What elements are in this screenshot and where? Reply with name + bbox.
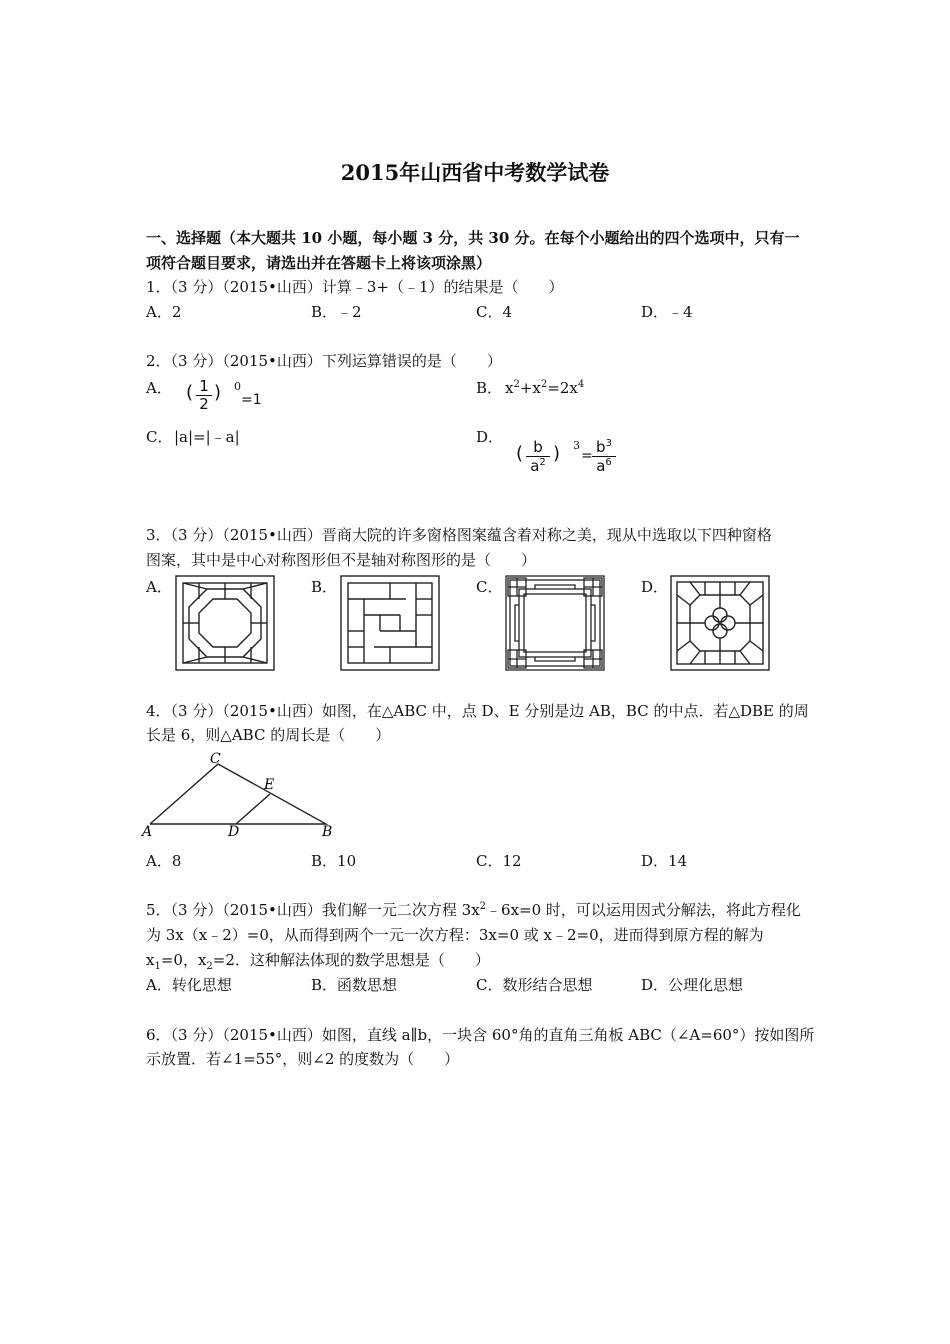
- window-pattern-a[interactable]: [175, 575, 275, 671]
- q5-option-a[interactable]: A．转化思想: [146, 976, 232, 994]
- term: a: [530, 457, 540, 475]
- term: a: [596, 457, 606, 475]
- q2-option-c-label: C．: [146, 428, 173, 446]
- q5-option-c[interactable]: C．数形结合思想: [476, 976, 593, 994]
- q5-option-d[interactable]: D．公理化思想: [641, 976, 744, 994]
- right-paren: ): [553, 443, 561, 464]
- subscript: 2: [206, 961, 213, 972]
- stem-text: =2．这种解法体现的数学思想是（ ）: [212, 951, 490, 969]
- exponent: 2: [479, 901, 487, 912]
- triangle-abc-figure: [140, 752, 340, 840]
- right-paren: ): [214, 382, 222, 403]
- question-6-stem-line2: 示放置．若∠1=55°，则∠2 的度数为（ ）: [146, 1050, 460, 1068]
- stem-text: =0，x: [160, 951, 207, 969]
- equals-one: =1: [241, 392, 262, 408]
- question-1-stem: 1．（3 分）（2015•山西）计算﹣3+（﹣1）的结果是（ ）: [146, 278, 564, 296]
- vertex-label-b: B: [322, 824, 333, 840]
- exponent: 6: [605, 457, 612, 468]
- question-2-stem: 2．（3 分）（2015•山西）下列运算错误的是（ ）: [146, 352, 502, 370]
- q3-option-a-label[interactable]: A．: [146, 578, 172, 596]
- fraction-b3-over-a6: [592, 438, 616, 475]
- exponent: 2: [540, 379, 548, 390]
- exponent: 2: [513, 379, 520, 390]
- exponent: 2: [539, 457, 546, 468]
- q3-option-b-label[interactable]: B．: [311, 578, 338, 596]
- question-4-stem-line2: 长是 6，则△ABC 的周长是（ ）: [146, 726, 391, 744]
- q2-option-b-label: B．: [476, 379, 503, 397]
- window-pattern-c[interactable]: [505, 575, 605, 671]
- exponent: 3: [573, 439, 580, 452]
- q5-option-b[interactable]: B．函数思想: [311, 976, 398, 994]
- fraction-b-over-a2: [526, 438, 550, 475]
- fraction-denominator: [526, 456, 550, 475]
- stem-text: ﹣6x=0 时，可以运用因式分解法，将此方程化: [486, 901, 801, 919]
- section-heading-line2: 项符合题目要求，请选出并在答题卡上将该项涂黑）: [146, 254, 492, 272]
- section-heading-line1: 一、选择题（本大题共 10 小题，每小题 3 分，共 30 分。在每个小题给出的四个选项中，只有一: [146, 229, 800, 247]
- exponent: 4: [577, 379, 585, 390]
- question-5-stem-line3: [146, 950, 490, 970]
- fraction-numerator: b: [533, 438, 543, 456]
- window-pattern-d[interactable]: [670, 575, 770, 671]
- question-5-stem-line1: [146, 900, 801, 920]
- window-pattern-b[interactable]: [340, 575, 440, 671]
- point-label-d: D: [228, 824, 240, 840]
- term: x: [505, 379, 514, 397]
- stem-text: 5．（3 分）（2015•山西）我们解一元二次方程 3x: [146, 901, 480, 919]
- q4-option-a[interactable]: A．8: [146, 852, 182, 870]
- q1-option-b[interactable]: B．﹣2: [311, 303, 362, 321]
- term: =2x: [547, 379, 578, 397]
- question-4-stem-line1: 4．（3 分）（2015•山西）如图，在△ABC 中，点 D、E 分别是边 AB，BC 的中点．若△DBE 的周: [146, 702, 809, 720]
- question-3-stem-line1: 3．（3 分）（2015•山西）晋商大院的许多窗格图案蕴含着对称之美，现从中选取以下四种窗格: [146, 526, 772, 544]
- q3-option-d-label[interactable]: D．: [641, 578, 669, 596]
- stem-text: x: [146, 951, 155, 969]
- exponent: 3: [605, 438, 612, 449]
- vertex-label-a: A: [142, 824, 153, 840]
- expression-b: [505, 378, 584, 398]
- left-paren: (: [516, 443, 524, 464]
- q4-option-b[interactable]: B．10: [311, 852, 357, 870]
- q4-option-c[interactable]: C．12: [476, 852, 522, 870]
- q1-option-c[interactable]: C．4: [476, 303, 513, 321]
- fraction-one-half: [196, 378, 212, 413]
- exponent: 0: [234, 380, 241, 393]
- fraction-denominator: 2: [196, 395, 212, 413]
- segment-de: [236, 794, 270, 824]
- equals-sign: =: [581, 448, 593, 464]
- point-label-e: E: [264, 777, 275, 793]
- term: b: [596, 438, 606, 456]
- q3-option-c-label[interactable]: C．: [476, 578, 503, 596]
- page-title: 2015年山西省中考数学试卷: [340, 160, 610, 185]
- question-6-stem-line1: 6．（3 分）（2015•山西）如图，直线 a∥b，一块含 60°角的直角三角板 ABC（∠A=60°）按如图所: [146, 1026, 815, 1044]
- left-paren: (: [186, 382, 194, 403]
- subscript: 1: [154, 961, 161, 972]
- fraction-numerator: 1: [199, 377, 209, 395]
- expression-c: |a|=|﹣a|: [174, 428, 240, 446]
- question-5-stem-line2: 为 3x（x﹣2）=0，从而得到两个一元一次方程：3x=0 或 x﹣2=0，进而得到原方程的解为: [146, 926, 764, 944]
- fraction-denominator: [592, 456, 616, 475]
- question-3-stem-line2: 图案，其中是中心对称图形但不是轴对称图形的是（ ）: [146, 551, 537, 569]
- q2-option-d-label: D．: [476, 428, 504, 446]
- triangle-abc: [150, 764, 326, 824]
- vertex-label-c: C: [210, 752, 221, 767]
- fraction-numerator: [592, 438, 616, 456]
- q1-option-d[interactable]: D．﹣4: [641, 303, 693, 321]
- q1-option-a[interactable]: A．2: [146, 303, 182, 321]
- q2-option-a-label: A．: [146, 379, 172, 397]
- q4-option-d[interactable]: D．14: [641, 852, 688, 870]
- term: +x: [519, 379, 541, 397]
